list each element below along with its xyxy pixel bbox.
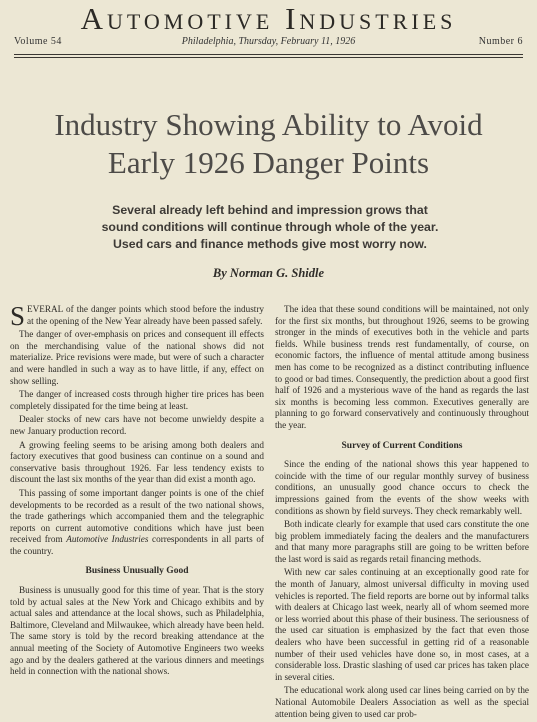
paragraph [10,488,264,558]
paragraph: The danger of over-emphasis on prices and consequent ill effects on the merchandising value of the national shows did not materialize. Price revisions were made, but were of such a character and were handled in such a way as to have little, if any, effect on show selling. [10,329,264,386]
paragraph: The idea that these sound conditions will be maintained, not only for the first six months, but throughout 1926, seems to be growing stronger in the minds of executives both in the vehicle and parts fields. While business trends rest fundamentally, of course, on economic factors, the influence of mental attitude among business men has come to be recognized as a distinct contributing influence to good or bad times. Consequently, the prediction about a good first half of 1926 and a mysterious wave of the hand as regards the last six months is becoming less common. Executives generally are planning to go forward conservatively and continuously throughout the year. [275,304,529,430]
headline-line-1: Industry Showing Ability to Avoid [54,107,483,142]
dateline: Philadelphia, Thursday, February 11, 1926 [181,36,356,47]
paragraph: With new car sales continuing at an exceptionally good rate for the month of January, almost universal difficulty in moving used vehicles is reported. The field reports are borne out by informal talks with dealers at Chicago last week, nearly all of whom seemed more or less worried about this phase of their business. The seriousness of the used car situation is emphasized by the fact that even those dealers who have been successful in getting rid of a reasonable number of their used vehicles have done so, in most cases, at a considerable loss. Drastic slashing of used car prices has taken place in several cities. [275,567,529,682]
issue-number: Number 6 [478,36,523,47]
deck-line-3: Used cars and finance methods give most worry now. [113,237,427,251]
byline: By Norman G. Shidle [212,266,325,280]
paragraph: The danger of increased costs through higher tire prices has been completely dissipated for the time being at least. [10,389,264,411]
deck-line-2: sound conditions will continue through whole of the year. [101,220,439,234]
right-column [275,304,529,722]
section-subhead: Business Unusually Good [85,566,189,577]
masthead-rule-thin [14,57,523,58]
paragraph: Both indicate clearly for example that used cars constitute the one big problem immediately facing the dealers and the manufacturers and that many more paragraphs still are going to be written before the last word is said as regards retail financing methods. [275,519,529,564]
paragraph: The educational work along used car lines being carried on by the National Automobile Dealers Association as well as the special attention being given to used car prob- [275,685,529,719]
drop-cap: S [10,301,26,331]
publication-name: Automotive Industries [66,534,149,545]
paragraph [10,301,264,331]
deck-line-1: Several already left behind and impression grows that [112,203,428,217]
article-headline [0,106,537,182]
paragraph-text: This passing of some important danger points is one of the chief developments to be recorded as a result of the two national shows, the trade gatherings which accompanied them and the telegraphic reports on current automotive conditions which have just been received from [10,487,264,545]
issue-line [14,36,523,50]
left-column [10,301,264,680]
paragraph: Business is unusually good for this time of year. That is the story told by actual sales at the New York and Chicago exhibits and by actual sales and attendance at the local shows, such as Philadelphia, Baltimore, Cleveland and Milwaukee, which already have been held. The same story is told by the record breaking attendance at the annual meeting of the Society of Automotive Engineers two weeks ago and by the dealers gathered at the various dinners and meetings held in connection with the national shows. [10,585,264,677]
paragraph: Dealer stocks of new cars have not become unwieldy despite a new January production record. [10,414,264,436]
masthead-rule [14,54,523,55]
masthead-title: Automotive Industries [80,1,457,36]
section-subhead: Survey of Current Conditions [341,440,463,451]
volume-label: Volume 54 [14,36,62,47]
headline-line-2: Early 1926 Danger Points [107,145,430,180]
paragraph-text: EVERAL of the danger points which stood before the industry at the opening of the New Year already have been passed safely. [27,304,264,326]
paragraph: Since the ending of the national shows this year happened to coincide with the time of our regular monthly survey of business conditions, an unusually good chance occurs to check the impressions gained from the events of the show weeks with conditions as shown by field surveys. They check remarkably well. [275,459,529,516]
paragraph: A growing feeling seems to be arising among both dealers and factory executives that good business can continue on a sound and conservative basis throughout 1926. Far less tendency exists to discount the last six months of the year than did exist a month ago. [10,439,264,485]
article-deck [60,202,480,253]
paragraph-text: correspondents in all parts of the country. [10,534,264,556]
